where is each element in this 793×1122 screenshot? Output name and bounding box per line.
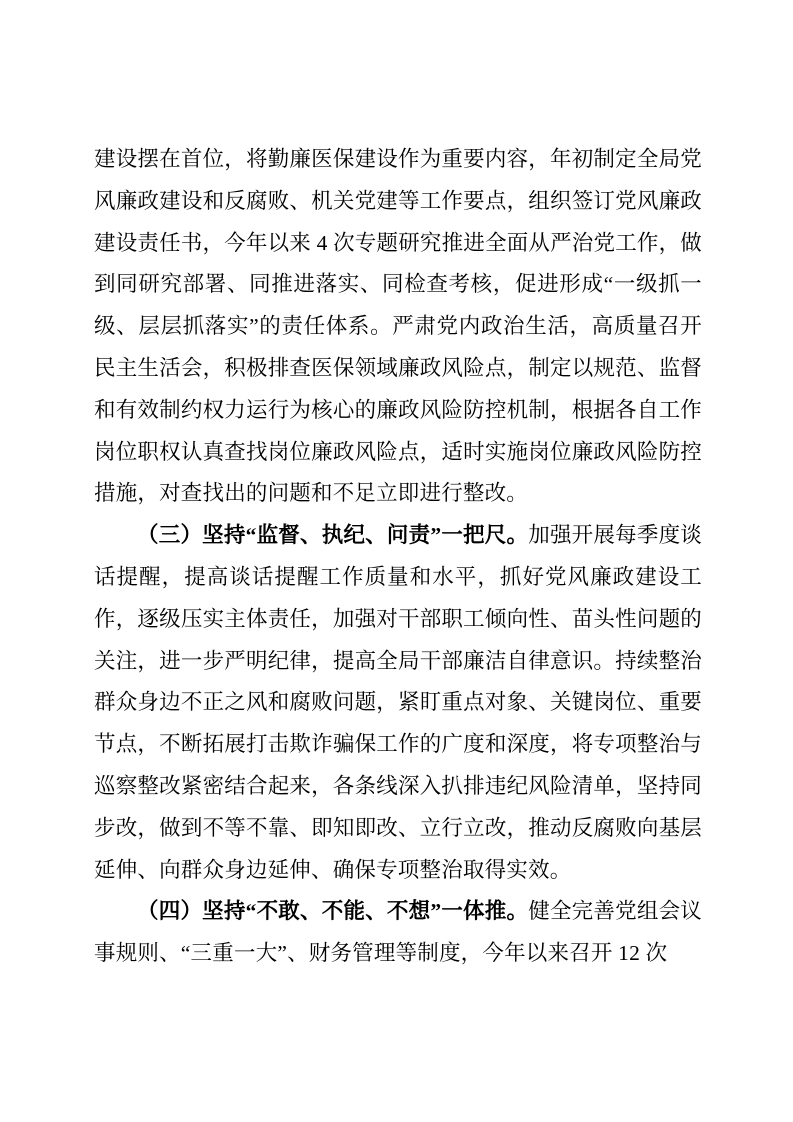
document-body bbox=[94, 139, 702, 975]
paragraph-body-text: 建设摆在首位，将勤廉医保建设作为重要内容，年初制定全局党风廉政建设和反腐败、机关党建等工作要点，组织签订党风廉政建设责任书，今年以来 4 次专题研究推进全面从严治党工作，做到同研究部署、同推进落实、同检查考核，促进形成“一级抓一级、层层抓落实”的责任体系。严肃党内政治生活，高质量召开民主生活会，积极排查医保领域廉政风险点，制定以规范、监督和有效制约权力运行为核心的廉政风险防控机制，根据各自工作岗位职权认真查找岗位廉政风险点，适时实施岗位廉政风险防控措施，对查找出的问题和不足立即进行整改。 bbox=[94, 147, 703, 506]
paragraph-continuation bbox=[94, 139, 702, 515]
paragraph-section-4 bbox=[94, 891, 702, 975]
paragraph-body-text: 加强开展每季度谈话提醒，提高谈话提醒工作质量和水平，抓好党风廉政建设工作，逐级压实主体责任，加强对干部职工倾向性、苗头性问题的关注，进一步严明纪律，提高全局干部廉洁自律意识。持续整治群众身边不正之风和腐败问题，紧盯重点对象、关键岗位、重要节点，不断拓展打击欺诈骗保工作的广度和深度，将专项整治与巡察整改紧密结合起来，各条线深入扒排违纪风险清单，坚持同步改，做到不等不靠、即知即改、立行立改，推动反腐败向基层延伸、向群众身边延伸、确保专项整治取得实效。 bbox=[94, 523, 702, 882]
paragraph-lead-bold: （四）坚持“不敢、不能、不想”一体推。 bbox=[137, 899, 529, 924]
paragraph-section-3 bbox=[94, 515, 702, 891]
paragraph-lead-bold: （三）坚持“监督、执纪、问责”一把尺。 bbox=[137, 523, 529, 548]
paragraph-body-text: 健全完善党组会议事规则、“三重一大”、财务管理等制度，今年以来召开 12 次 bbox=[94, 899, 702, 966]
